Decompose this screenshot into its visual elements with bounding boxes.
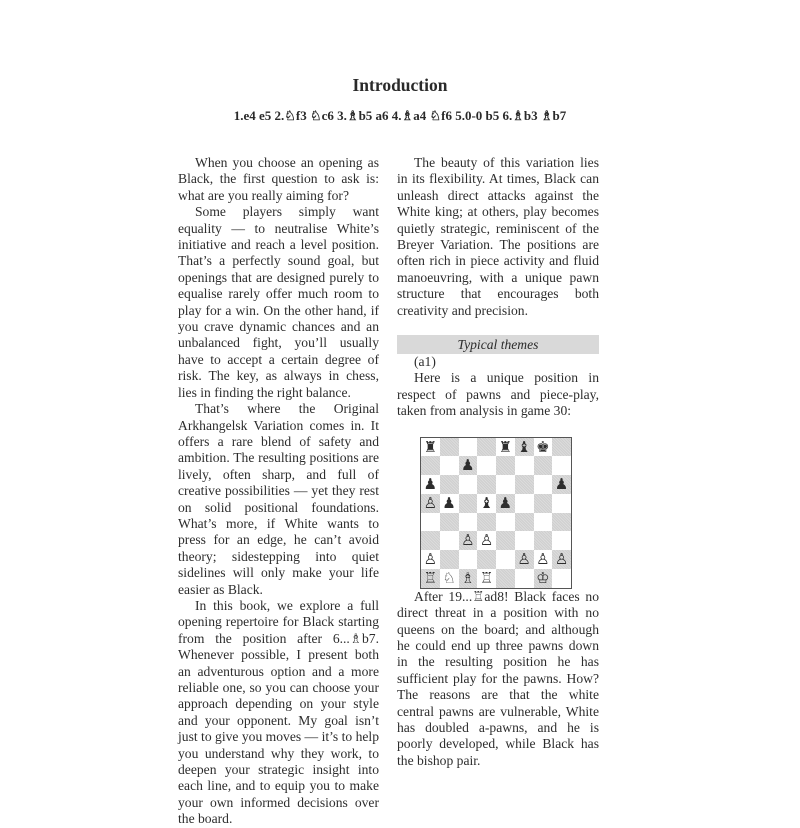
square-f8 bbox=[515, 438, 534, 457]
black-bishop-icon: ♝ bbox=[517, 437, 531, 456]
white-pawn-icon: ♙ bbox=[479, 531, 494, 550]
square-d7 bbox=[477, 456, 496, 475]
white-pawn-icon: ♙ bbox=[461, 531, 475, 550]
square-c7 bbox=[459, 456, 478, 475]
example-label: (a1) bbox=[414, 354, 436, 370]
square-h7 bbox=[552, 456, 571, 475]
square-a2 bbox=[421, 550, 440, 569]
square-e6 bbox=[496, 475, 515, 494]
square-d5 bbox=[477, 494, 496, 513]
square-a3 bbox=[421, 531, 440, 550]
square-h8 bbox=[552, 438, 571, 457]
square-d6 bbox=[477, 475, 496, 494]
right-column bbox=[397, 155, 599, 769]
paragraph: After 19...♖ad8! Black faces no direct threat in a position with no queens on the board; and although he could end up three pawns down in the resulting position he has sufficient play for the pawns. How? The reasons are that the white central pawns are vulnerable, White has doubled a-pawns, and he is poorly developed, while Black has the bishop pair. bbox=[397, 588, 599, 768]
square-d1 bbox=[477, 569, 496, 588]
black-rook-icon: ♜ bbox=[498, 437, 513, 456]
square-e3 bbox=[496, 531, 515, 550]
black-pawn-icon: ♟ bbox=[423, 475, 438, 494]
white-king-icon: ♔ bbox=[536, 568, 550, 587]
square-c1 bbox=[459, 569, 478, 588]
square-f4 bbox=[515, 513, 534, 532]
square-c3 bbox=[459, 531, 478, 550]
square-g3 bbox=[534, 531, 553, 550]
square-a8 bbox=[421, 438, 440, 457]
black-rook-icon: ♜ bbox=[423, 437, 438, 456]
black-bishop-icon: ♝ bbox=[479, 493, 494, 512]
square-d4 bbox=[477, 513, 496, 532]
chess-board bbox=[421, 438, 571, 588]
opening-moves-line: 1.e4 e5 2.♘f3 ♘c6 3.♗b5 a6 4.♗a4 ♘f6 5.0-0 b5 6.♗b3 ♗b7 bbox=[233, 108, 567, 123]
white-knight-icon: ♘ bbox=[442, 568, 456, 587]
square-g7 bbox=[534, 456, 553, 475]
black-pawn-icon: ♟ bbox=[461, 456, 475, 475]
left-column bbox=[178, 155, 379, 828]
chess-diagram bbox=[420, 437, 572, 589]
square-e7 bbox=[496, 456, 515, 475]
square-g6 bbox=[534, 475, 553, 494]
black-pawn-icon: ♟ bbox=[442, 493, 456, 512]
black-king-icon: ♚ bbox=[536, 437, 550, 456]
white-rook-icon: ♖ bbox=[423, 568, 438, 587]
square-f7 bbox=[515, 456, 534, 475]
square-a1 bbox=[421, 569, 440, 588]
square-f1 bbox=[515, 569, 534, 588]
white-rook-icon: ♖ bbox=[479, 568, 494, 587]
square-b3 bbox=[440, 531, 459, 550]
square-b1 bbox=[440, 569, 459, 588]
square-a4 bbox=[421, 513, 440, 532]
square-h4 bbox=[552, 513, 571, 532]
square-g8 bbox=[534, 438, 553, 457]
square-c8 bbox=[459, 438, 478, 457]
square-c4 bbox=[459, 513, 478, 532]
square-e1 bbox=[496, 569, 515, 588]
square-b7 bbox=[440, 456, 459, 475]
square-f5 bbox=[515, 494, 534, 513]
square-h5 bbox=[552, 494, 571, 513]
square-f3 bbox=[515, 531, 534, 550]
white-bishop-icon: ♗ bbox=[461, 568, 475, 587]
white-pawn-icon: ♙ bbox=[517, 550, 531, 569]
square-c2 bbox=[459, 550, 478, 569]
square-g2 bbox=[534, 550, 553, 569]
paragraph: The beauty of this variation lies in its flexibility. At times, Black can unleash direct attacks against the White king; at others, play becomes quietly strategic, reminiscent of the Breyer Variation. The positions are often rich in piece activity and fluid manoeuvring, with a unique pawn structure that encourages both creativity and precision. bbox=[397, 155, 599, 318]
square-e2 bbox=[496, 550, 515, 569]
square-d8 bbox=[477, 438, 496, 457]
section-header-typical-themes: Typical themes bbox=[397, 335, 599, 354]
square-e5 bbox=[496, 494, 515, 513]
square-b4 bbox=[440, 513, 459, 532]
square-h1 bbox=[552, 569, 571, 588]
square-h3 bbox=[552, 531, 571, 550]
paragraph: When you choose an opening as Black, the first question to ask is: what are you really aiming for? bbox=[178, 155, 379, 203]
square-e4 bbox=[496, 513, 515, 532]
square-d2 bbox=[477, 550, 496, 569]
square-g5 bbox=[534, 494, 553, 513]
square-f6 bbox=[515, 475, 534, 494]
square-c6 bbox=[459, 475, 478, 494]
square-h6 bbox=[552, 475, 571, 494]
paragraph: Some players simply want equality — to neutralise White’s initiative and reach a level position. That’s a perfectly sound goal, but openings that are designed purely to equalise rarely offer much room to play for a win. On the other hand, if you crave dynamic chances and an unbalanced fight, you’ll usually have to accept a certain degree of risk. The key, as always in chess, lies in finding the right balance. bbox=[178, 204, 379, 400]
square-b8 bbox=[440, 438, 459, 457]
white-pawn-icon: ♙ bbox=[536, 550, 550, 569]
square-g4 bbox=[534, 513, 553, 532]
white-pawn-icon: ♙ bbox=[554, 550, 569, 569]
square-f2 bbox=[515, 550, 534, 569]
square-a7 bbox=[421, 456, 440, 475]
square-a5 bbox=[421, 494, 440, 513]
square-a6 bbox=[421, 475, 440, 494]
square-d3 bbox=[477, 531, 496, 550]
black-pawn-icon: ♟ bbox=[498, 493, 513, 512]
chapter-title: Introduction bbox=[352, 75, 448, 95]
paragraph: Here is a unique position in respect of pawns and piece-play, taken from analysis in game 30: bbox=[397, 370, 599, 419]
square-b5 bbox=[440, 494, 459, 513]
paragraph: In this book, we explore a full opening repertoire for Black starting from the position after 6...♗b7. Whenever possible, I present both an adventurous option and a more reliable one, so you can choose your approach depending on your style and your opponent. My goal isn’t just to give you moves — it’s to help you understand why they work, to deepen your strategic insight into each line, and to equip you to make your own informed decisions over the board. bbox=[178, 597, 379, 827]
square-b2 bbox=[440, 550, 459, 569]
square-h2 bbox=[552, 550, 571, 569]
square-c5 bbox=[459, 494, 478, 513]
white-pawn-icon: ♙ bbox=[423, 493, 438, 512]
white-pawn-icon: ♙ bbox=[423, 550, 438, 569]
square-e8 bbox=[496, 438, 515, 457]
square-g1 bbox=[534, 569, 553, 588]
paragraph: That’s where the Original Arkhangelsk Variation comes in. It offers a rare blend of safety and ambition. The resulting positions are lively, often sharp, and full of creative possibilities — yet they rest on solid positional foundations. What’s more, if White wants to press for an edge, he can’t avoid theory; sidestepping into quiet sidelines will only make your life easier as Black. bbox=[178, 401, 379, 597]
black-pawn-icon: ♟ bbox=[554, 475, 569, 494]
square-b6 bbox=[440, 475, 459, 494]
